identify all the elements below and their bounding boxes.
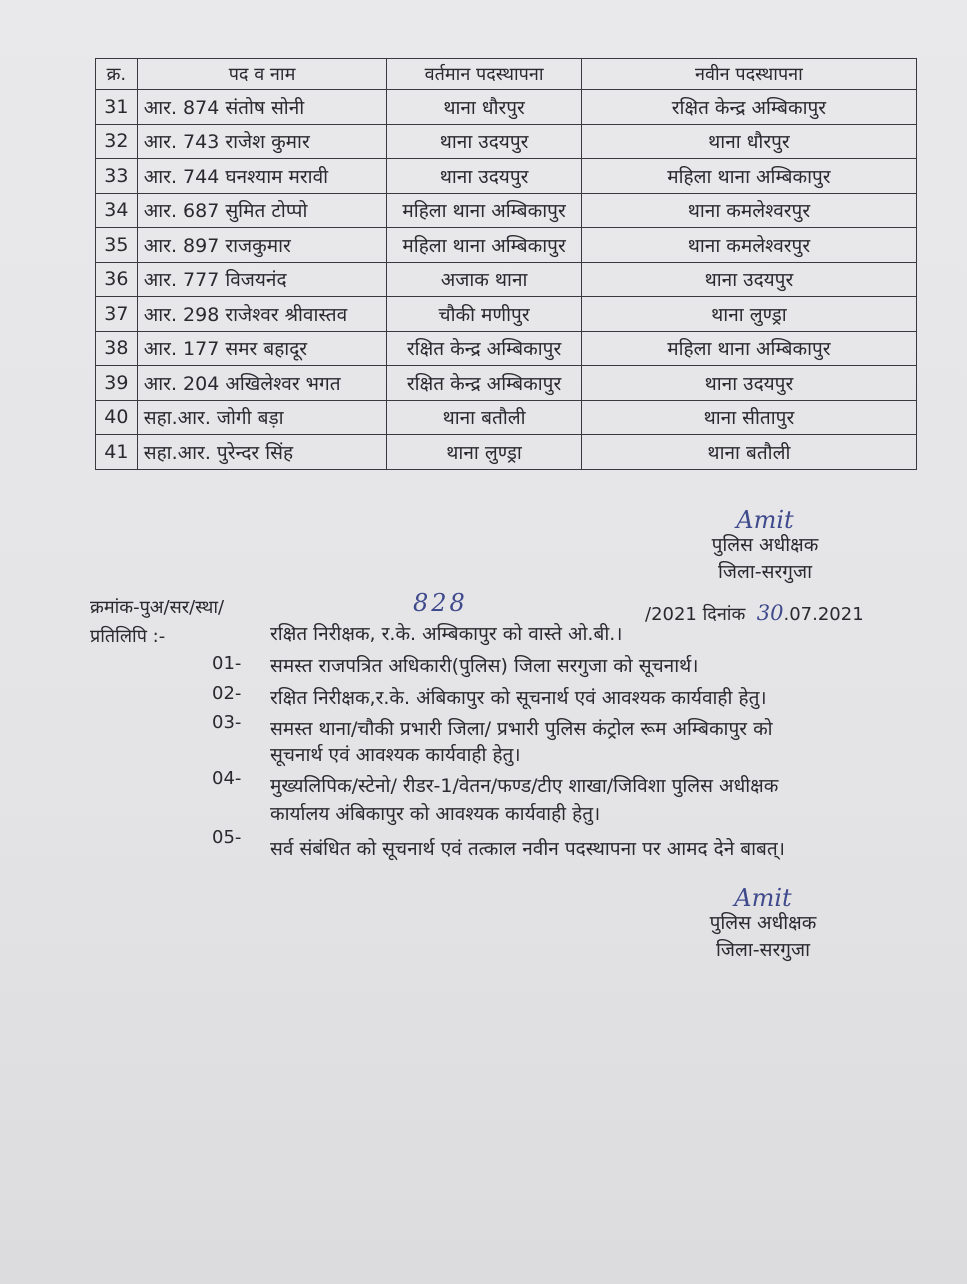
serial-cell: 31: [96, 90, 138, 125]
post-name-cell: आर. 777 विजयनंद: [137, 262, 387, 297]
copy-item-text: रक्षित निरीक्षक,र.के. अंबिकापुर को सूचनार्थ एवं आवश्यक कार्यवाही हेतु।: [270, 687, 767, 709]
copy-item-text: समस्त थाना/चौकी प्रभारी जिला/ प्रभारी पुलिस कंट्रोल रूम अम्बिकापुर को: [270, 718, 773, 740]
serial-cell: 32: [96, 124, 138, 159]
current-posting-cell: थाना बतौली: [387, 400, 582, 435]
post-name-cell: आर. 204 अखिलेश्वर भगत: [137, 366, 387, 401]
copy-to-first-line: रक्षित निरीक्षक, र.के. अम्बिकापुर को वास्ते ओ.बी.।: [270, 623, 623, 645]
table-body: [96, 90, 917, 470]
signatory-district: जिला-सरगुजा: [717, 561, 812, 583]
post-name-cell: आर. 897 राजकुमार: [137, 228, 387, 263]
signature-block-bottom: [688, 886, 838, 964]
new-posting-cell: थाना सीतापुर: [581, 400, 916, 435]
new-posting-cell: थाना लुण्ड्रा: [581, 297, 916, 332]
serial-cell: 40: [96, 400, 138, 435]
new-posting-cell: थाना कमलेश्वरपुर: [581, 228, 916, 263]
post-name-cell: सहा.आर. पुरेन्दर सिंह: [137, 435, 387, 470]
current-posting-cell: थाना उदयपुर: [387, 159, 582, 194]
current-posting-cell: अजाक थाना: [387, 262, 582, 297]
transfer-table: [95, 58, 917, 470]
copy-item-text: सर्व संबंधित को सूचनार्थ एवं तत्काल नवीन पदस्थापना पर आमद देने बाबत्।: [270, 838, 785, 860]
serial-cell: 39: [96, 366, 138, 401]
reference-line: [90, 589, 890, 625]
copy-item-number: 03-: [212, 712, 242, 733]
new-posting-cell: थाना कमलेश्वरपुर: [581, 193, 916, 228]
new-posting-cell: थाना धौरपुर: [581, 124, 916, 159]
current-posting-cell: चौकी मणीपुर: [387, 297, 582, 332]
reference-date-day: 30: [756, 601, 784, 625]
current-posting-cell: थाना धौरपुर: [387, 90, 582, 125]
signature-mark: Amit: [736, 506, 794, 534]
current-posting-cell: रक्षित केन्द्र अम्बिकापुर: [387, 366, 582, 401]
signatory-designation: पुलिस अधीक्षक: [709, 912, 817, 934]
current-posting-cell: थाना उदयपुर: [387, 124, 582, 159]
signatory-designation: पुलिस अधीक्षक: [711, 534, 819, 556]
signature-block-top: [690, 508, 840, 586]
copy-item-text: मुख्यलिपिक/स्टेनो/ रीडर-1/वेतन/फण्ड/टीए शाखा/जिविशा पुलिस अधीक्षक: [270, 775, 779, 797]
table-header-row: [96, 59, 917, 90]
header-post-name: पद व नाम: [137, 59, 387, 90]
table-row: [96, 262, 917, 297]
new-posting-cell: थाना उदयपुर: [581, 262, 916, 297]
new-posting-cell: थाना बतौली: [581, 435, 916, 470]
current-posting-cell: थाना लुण्ड्रा: [387, 435, 582, 470]
new-posting-cell: महिला थाना अम्बिकापुर: [581, 159, 916, 194]
copy-item-text: सूचनार्थ एवं आवश्यक कार्यवाही हेतु।: [270, 744, 521, 766]
new-posting-cell: थाना उदयपुर: [581, 366, 916, 401]
copy-item-number: 04-: [212, 768, 242, 789]
copy-item-number: 01-: [212, 653, 242, 674]
serial-cell: 33: [96, 159, 138, 194]
post-name-cell: आर. 687 सुमित टोप्पो: [137, 193, 387, 228]
table-row: [96, 331, 917, 366]
signature-mark: Amit: [734, 884, 792, 912]
post-name-cell: आर. 177 समर बहादूर: [137, 331, 387, 366]
table-row: [96, 193, 917, 228]
header-serial: क्र.: [96, 59, 138, 90]
table-row: [96, 297, 917, 332]
table-row: [96, 159, 917, 194]
header-new-posting: नवीन पदस्थापना: [581, 59, 916, 90]
reference-date-rest: .07.2021: [783, 604, 864, 625]
reference-year: /2021 दिनांक: [645, 604, 746, 625]
copy-item-number: 02-: [212, 683, 242, 704]
table-row: [96, 400, 917, 435]
post-name-cell: आर. 744 घनश्याम मरावी: [137, 159, 387, 194]
serial-cell: 41: [96, 435, 138, 470]
table-row: [96, 90, 917, 125]
table-row: [96, 435, 917, 470]
current-posting-cell: महिला थाना अम्बिकापुर: [387, 193, 582, 228]
copy-item-number: 05-: [212, 827, 242, 848]
signatory-district: जिला-सरगुजा: [715, 939, 810, 961]
copy-to-label: प्रतिलिपि :-: [90, 626, 166, 647]
reference-date: [645, 601, 864, 626]
table-row: [96, 366, 917, 401]
post-name-cell: सहा.आर. जोगी बड़ा: [137, 400, 387, 435]
copy-item-text: कार्यालय अंबिकापुर को आवश्यक कार्यवाही हेतु।: [270, 803, 601, 825]
serial-cell: 36: [96, 262, 138, 297]
current-posting-cell: महिला थाना अम्बिकापुर: [387, 228, 582, 263]
serial-cell: 34: [96, 193, 138, 228]
serial-cell: 37: [96, 297, 138, 332]
reference-number: 828: [413, 589, 468, 617]
reference-label: क्रमांक-पुअ/सर/स्था/: [90, 597, 225, 618]
new-posting-cell: रक्षित केन्द्र अम्बिकापुर: [581, 90, 916, 125]
serial-cell: 35: [96, 228, 138, 263]
new-posting-cell: महिला थाना अम्बिकापुर: [581, 331, 916, 366]
serial-cell: 38: [96, 331, 138, 366]
table-row: [96, 228, 917, 263]
current-posting-cell: रक्षित केन्द्र अम्बिकापुर: [387, 331, 582, 366]
table-row: [96, 124, 917, 159]
post-name-cell: आर. 743 राजेश कुमार: [137, 124, 387, 159]
post-name-cell: आर. 298 राजेश्वर श्रीवास्तव: [137, 297, 387, 332]
post-name-cell: आर. 874 संतोष सोनी: [137, 90, 387, 125]
copy-item-text: समस्त राजपत्रित अधिकारी(पुलिस) जिला सरगुजा को सूचनार्थ।: [270, 655, 699, 677]
header-current-posting: वर्तमान पदस्थापना: [387, 59, 582, 90]
